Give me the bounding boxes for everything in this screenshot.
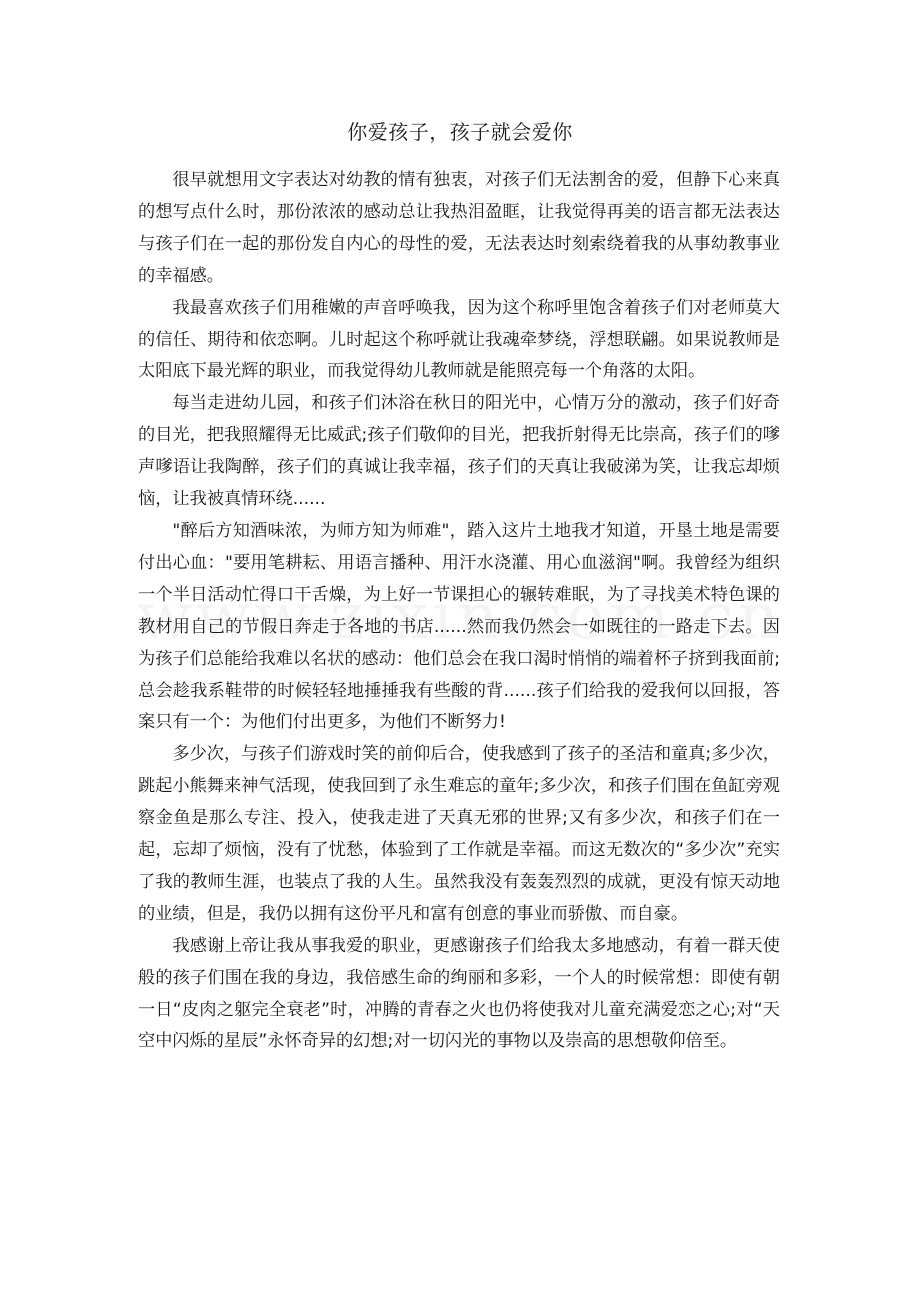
document-body	[138, 165, 780, 1058]
paragraph-4: "醉后方知酒味浓，为师方知为师难"，踏入这片土地我才知道，开垦土地是需要付出心血："要用笔耕耘、用语言播种、用汗水浇灌、用心血滋润"啊。我曾经为组织一个半日活动忙得口干舌燥，为上好一节课担心的辗转难眠，为了寻找美术特色课的教材用自己的节假日奔走于各地的书店......然而我仍然会一如既往的一路走下去。因为孩子们总能给我难以名状的感动：他们总会在我口渴时悄悄的端着杯子挤到我面前;总会趁我系鞋带的时候轻轻地捶捶我有些酸的背......孩子们给我的爱我何以回报，答案只有一个：为他们付出更多，为他们不断努力!	[138, 520, 780, 733]
paragraph-1: 很早就想用文字表达对幼教的情有独衷，对孩子们无法割舍的爱，但静下心来真的想写点什么时，那份浓浓的感动总让我热泪盈眶，让我觉得再美的语言都无法表达与孩子们在一起的那份发自内心的母性的爱，无法表达时刻索绕着我的从事幼教事业的幸福感。	[138, 170, 780, 286]
paragraph-3: 每当走进幼儿园，和孩子们沐浴在秋日的阳光中，心情万分的激动，孩子们好奇的目光，把我照耀得无比威武;孩子们敬仰的目光，把我折射得无比崇高，孩子们的嗲声嗲语让我陶醉，孩子们的真诚让我幸福，孩子们的天真让我破涕为笑，让我忘却烦恼，让我被真情环绕......	[138, 393, 780, 510]
document-title: 你爱孩子，孩子就会爱你	[347, 120, 573, 144]
paragraph-2: 我最喜欢孩子们用稚嫩的声音呼唤我，因为这个称呼里饱含着孩子们对老师莫大的信任、期待和依恋啊。儿时起这个称呼就让我魂牵梦绕，浮想联翩。如果说教师是太阳底下最光辉的职业，而我觉得幼儿教师就是能照亮每一个角落的太阳。	[138, 297, 780, 382]
paragraph-6: 我感谢上帝让我从事我爱的职业，更感谢孩子们给我太多地感动，有着一群天使般的孩子们围在我的身边，我倍感生命的绚丽和多彩，一个人的时候常想：即使有朝一日“皮肉之躯完全衰老”时，冲腾的青春之火也仍将使我对儿童充满爱恋之心;对“天空中闪烁的星辰”永怀奇异的幻想;对一切闪光的事物以及崇高的思想敬仰倍至。	[138, 935, 780, 1052]
paragraph-5: 多少次，与孩子们游戏时笑的前仰后合，使我感到了孩子的圣洁和童真;多少次，跳起小熊舞来神气活现，使我回到了永生难忘的童年;多少次，和孩子们围在鱼缸旁观察金鱼是那么专注、投入，使我走进了天真无邪的世界;又有多少次，和孩子们在一起，忘却了烦恼，没有了忧愁，体验到了工作就是幸福。而这无数次的“多少次”充实了我的教师生涯，也装点了我的人生。虽然我没有轰轰烈烈的成就，更没有惊天动地的业绩，但是，我仍以拥有这份平凡和富有创意的事业而骄傲、而自豪。	[138, 744, 780, 924]
